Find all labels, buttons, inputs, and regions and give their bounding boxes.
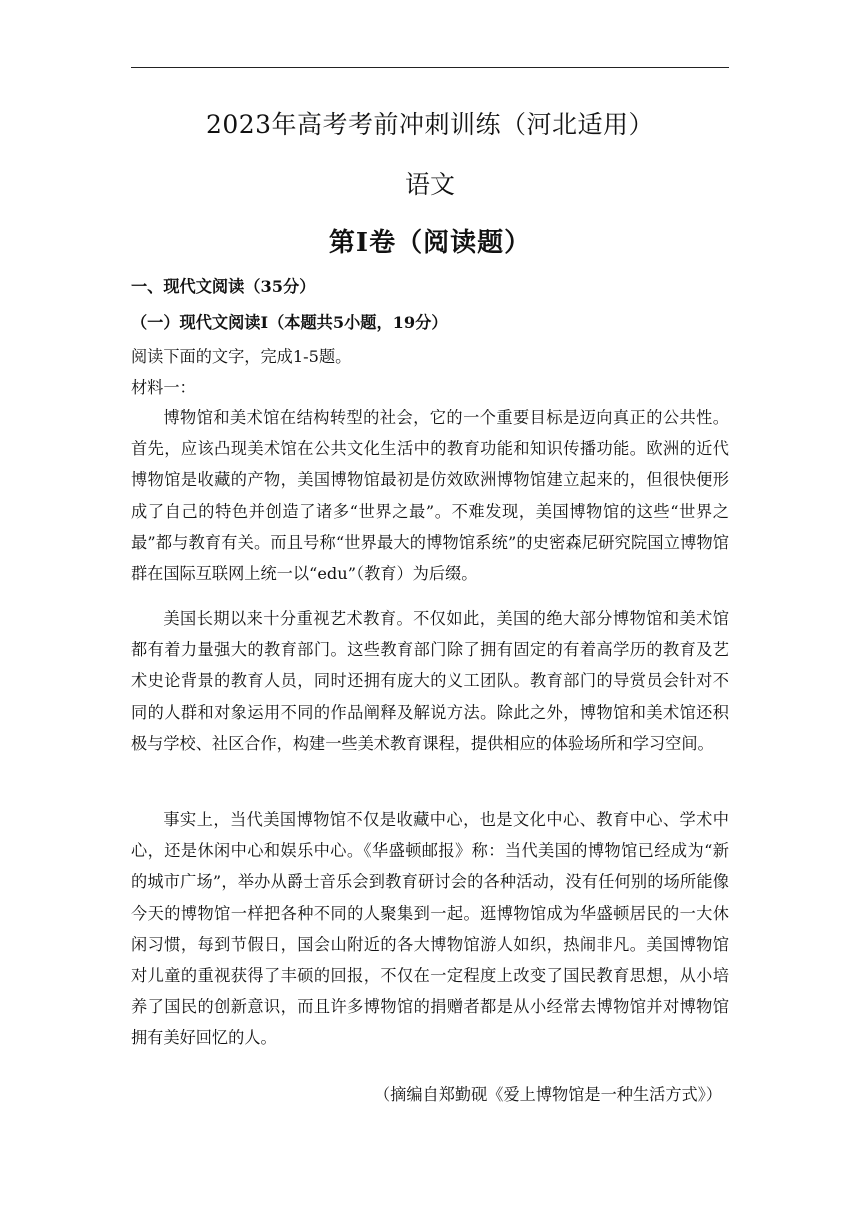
subject-title: 语文 [404, 170, 455, 199]
header-rule [131, 67, 729, 68]
material-label: 材料一： [131, 378, 196, 397]
volume-title: 第Ⅰ卷（阅读题） [328, 228, 532, 258]
reading-instruction: 阅读下面的文字，完成1-5题。 [131, 347, 352, 366]
source-citation: （摘编自郑勤砚《爱上博物馆是一种生活方式》） [373, 1085, 722, 1104]
paragraph-2: 美国长期以来十分重视艺术教育。不仅如此，美国的绝大部分博物馆和美术馆都有着力量强大的教育部门。这些教育部门除了拥有固定的有着高学历的教育及艺术史论背景的教育人员，同时还拥有庞大的义工团队。教育部门的导赏员会针对不同的人群和对象运用不同的作品阐释及解说方法。除此之外，博物馆和美术馆还积极与学校、社区合作，构建一些美术教育课程，提供相应的体验场所和学习空间。 [131, 609, 729, 753]
paragraph-3: 事实上，当代美国博物馆不仅是收藏中心，也是文化中心、教育中心、学术中心，还是休闲中心和娱乐中心。《华盛顿邮报》称：当代美国的博物馆已经成为“新的城市广场”，举办从爵士音乐会到教育研讨会的各种活动，没有任何别的场所能像今天的博物馆一样把各种不同的人聚集到一起。逛博物馆成为华盛顿居民的一大休闲习惯，每到节假日，国会山附近的各大博物馆游人如织，热闹非凡。美国博物馆对儿童的重视获得了丰硕的回报，不仅在一定程度上改变了国民教育思想，从小培养了国民的创新意识，而且许多博物馆的捐赠者都是从小经常去博物馆并对博物馆拥有美好回忆的人。 [131, 810, 729, 1048]
exam-title: 2023年高考考前冲刺训练（河北适用） [205, 110, 655, 139]
paragraph-1: 博物馆和美术馆在结构转型的社会，它的一个重要目标是迈向真正的公共性。首先，应该凸现美术馆在公共文化生活中的教育功能和知识传播功能。欧洲的近代博物馆是收藏的产物，美国博物馆最初是仿效欧洲博物馆建立起来的，但很快便形成了自己的特色并创造了诸多“世界之最”。不难发现，美国博物馆的这些“世界之最”都与教育有关。而且号称“世界最大的博物馆系统”的史密森尼研究院国立博物馆群在国际互联网上统一以“edu”（教育）为后缀。 [131, 408, 729, 584]
section-subheading: （一）现代文阅读Ⅰ（本题共5小题，19分） [131, 313, 448, 332]
section-heading: 一、现代文阅读（35分） [131, 277, 316, 296]
